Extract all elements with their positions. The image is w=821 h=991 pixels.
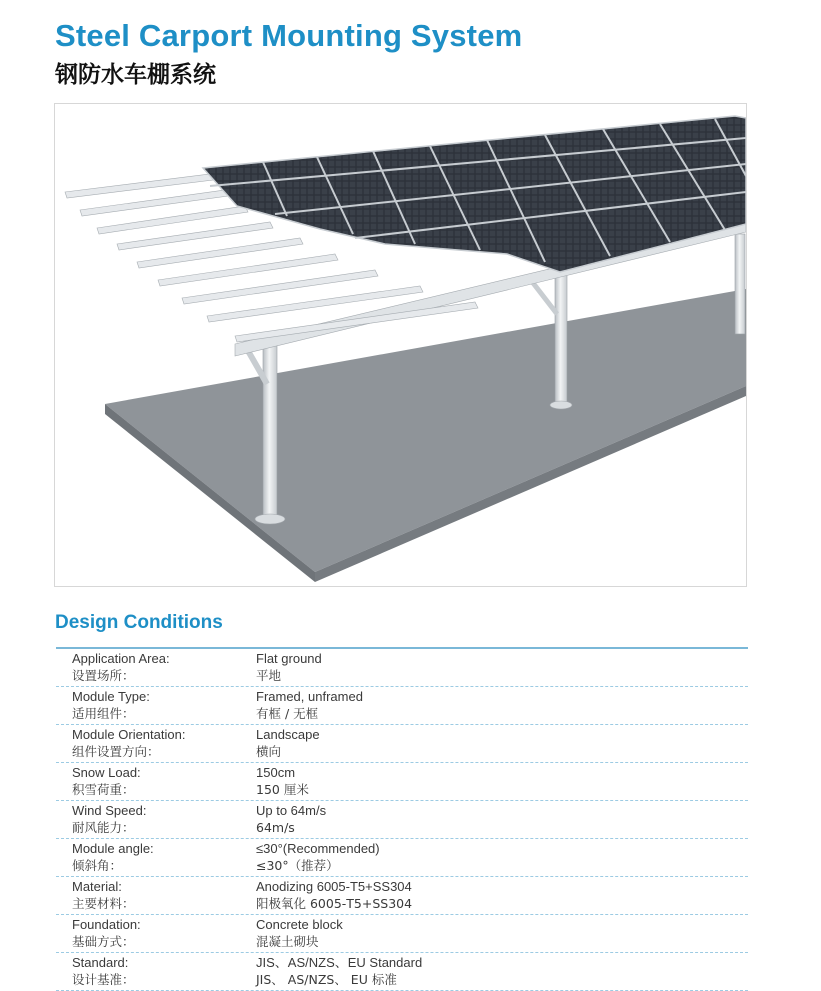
condition-value-zh: ≤30°（推荐） (256, 858, 339, 873)
condition-value: ≤30°(Recommended) (256, 841, 380, 856)
condition-row-module-type (56, 687, 748, 725)
condition-value: Framed, unframed (256, 689, 363, 704)
condition-row-wind-speed (56, 801, 748, 839)
condition-value: Anodizing 6005-T5+SS304 (256, 879, 412, 894)
section-title-design-conditions: Design Conditions (55, 612, 223, 633)
condition-label: Wind Speed: (72, 803, 147, 818)
condition-value-zh: 平地 (256, 668, 282, 683)
carport-drawing (55, 104, 746, 586)
condition-row-standard (56, 953, 748, 991)
condition-label: Module Type: (72, 689, 150, 704)
condition-value: Flat ground (256, 651, 322, 666)
condition-row-foundation (56, 915, 748, 953)
condition-value-zh: 150 厘米 (256, 782, 309, 797)
condition-value: Concrete block (256, 917, 343, 932)
condition-label: Application Area: (72, 651, 170, 666)
condition-label-zh: 积雪荷重： (72, 782, 135, 797)
design-conditions-table (56, 647, 748, 991)
condition-label: Snow Load: (72, 765, 141, 780)
condition-label-zh: 设置场所： (72, 668, 135, 683)
condition-row-material (56, 877, 748, 915)
condition-value-zh: 横向 (256, 744, 282, 759)
condition-value-zh: 阳极氧化 6005-T5+SS304 (256, 896, 413, 911)
condition-label-zh: 设计基准： (72, 972, 135, 987)
condition-label: Material: (72, 879, 122, 894)
condition-label-zh: 组件设置方向： (72, 744, 160, 759)
condition-row-application-area (56, 649, 748, 687)
condition-label-zh: 主要材料： (72, 896, 135, 911)
condition-value: Landscape (256, 727, 320, 742)
condition-value-zh: JIS、 AS/NZS、 EU 标准 (256, 972, 397, 987)
condition-row-snow-load (56, 763, 748, 801)
ground-slab (105, 289, 746, 582)
condition-label: Module Orientation: (72, 727, 186, 742)
condition-label-zh: 倾斜角： (72, 858, 123, 873)
page-subtitle-chinese: 钢防水车棚系统 (55, 62, 216, 88)
page-title: Steel Carport Mounting System (55, 18, 523, 53)
condition-row-module-angle (56, 839, 748, 877)
condition-value-zh: 混凝土砌块 (256, 934, 319, 949)
condition-value-zh: 有框 / 无框 (256, 706, 319, 721)
condition-label-zh: 适用组件： (72, 706, 135, 721)
condition-label: Module angle: (72, 841, 154, 856)
condition-label: Standard: (72, 955, 129, 970)
condition-label-zh: 基础方式： (72, 934, 135, 949)
condition-value: JIS、AS/NZS、EU Standard (256, 955, 423, 970)
condition-label-zh: 耐风能力： (72, 820, 135, 835)
condition-value: Up to 64m/s (256, 803, 327, 818)
condition-value-zh: 64m/s (256, 820, 295, 835)
product-illustration (54, 103, 747, 587)
condition-row-module-orientation (56, 725, 748, 763)
condition-value: 150cm (256, 765, 296, 780)
condition-label: Foundation: (72, 917, 141, 932)
